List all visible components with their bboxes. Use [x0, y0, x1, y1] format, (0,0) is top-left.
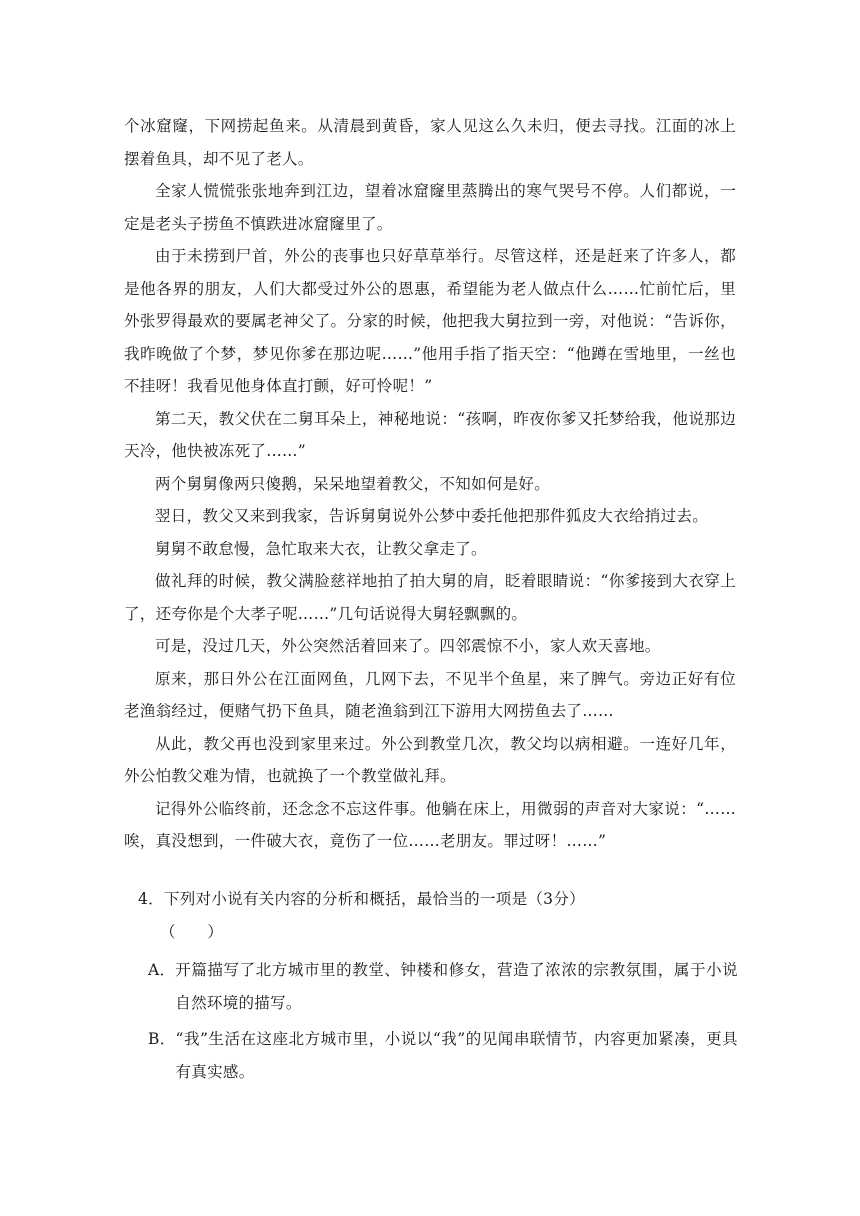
option-b [148, 1023, 738, 1088]
option-letter: A． [148, 961, 176, 979]
paragraph: 做礼拜的时候，教父满脸慈祥地拍了拍大舅的肩，眨着眼睛说：“你爹接到大衣穿上了，还夸你是个大孝子呢……”几句话说得大舅轻飘飘的。 [124, 572, 736, 623]
story-passage [124, 110, 736, 858]
paragraph: 从此，教父再也没到家里来过。外公到教堂几次，教父均以病相避。一连好几年，外公怕教父难为情，也就换了一个教堂做礼拜。 [124, 734, 736, 785]
question-stem: 4．下列对小说有关内容的分析和概括，最恰当的一项是（3分） [138, 890, 585, 908]
question-4 [138, 883, 738, 1092]
option-text: “我”生活在这座北方城市里，小说以“我”的见闻串联情节，内容更加紧凑，更具有真实感。 [175, 1030, 738, 1081]
option-text: 开篇描写了北方城市里的教堂、钟楼和修女，营造了浓浓的宗教氛围，属于小说自然环境的描写。 [175, 961, 738, 1012]
option-letter: B． [148, 1030, 176, 1048]
paragraph: 由于未捞到尸首，外公的丧事也只好草草举行。尽管这样，还是赶来了许多人，都是他各界的朋友，人们大都受过外公的恩惠，希望能为老人做点什么……忙前忙后，里外张罗得最欢的要属老神父了。分家的时候，他把我大舅拉到一旁，对他说：“告诉你，我昨晚做了个梦，梦见你爹在那边呢……”他用手指了指天空：“他蹲在雪地里，一丝也不挂呀！我看见他身体直打颤，好可怜呢！” [124, 247, 736, 395]
paragraph: 记得外公临终前，还念念不忘这件事。他躺在床上，用微弱的声音对大家说：“……唉，真没想到，一件破大衣，竟伤了一位……老朋友。罪过呀！……” [124, 799, 736, 850]
paragraph: 可是，没过几天，外公突然活着回来了。四邻震惊不小，家人欢天喜地。 [155, 637, 661, 655]
option-a [148, 954, 738, 1019]
paragraph: 个冰窟窿，下网捞起鱼来。从清晨到黄昏，家人见这么久未归，便去寻找。江面的冰上摆着鱼具，却不见了老人。 [124, 117, 736, 168]
paragraph: 两个舅舅像两只傻鹅，呆呆地望着教父，不知如何是好。 [155, 474, 551, 493]
paragraph: 原来，那日外公在江面网鱼，几网下去，不见半个鱼星，来了脾气。旁边正好有位老渔翁经过，便赌气扔下鱼具，随老渔翁到江下游用大网捞鱼去了…… [124, 669, 736, 720]
paragraph: 第二天，教父伏在二舅耳朵上，神秘地说：“孩啊，昨夜你爹又托梦给我，他说那边天冷，他快被冻死了……” [124, 409, 736, 460]
paragraph: 全家人慌慌张张地奔到江边，望着冰窟窿里蒸腾出的寒气哭号不停。人们都说，一定是老头子捞鱼不慎跌进冰窟窿里了。 [124, 182, 736, 233]
paragraph: 舅舅不敢怠慢，急忙取来大衣，让教父拿走了。 [155, 539, 487, 558]
answer-blank: （ ） [160, 922, 224, 941]
paragraph: 翌日，教父又来到我家，告诉舅舅说外公梦中委托他把那件狐皮大衣给捎过去。 [155, 507, 709, 525]
